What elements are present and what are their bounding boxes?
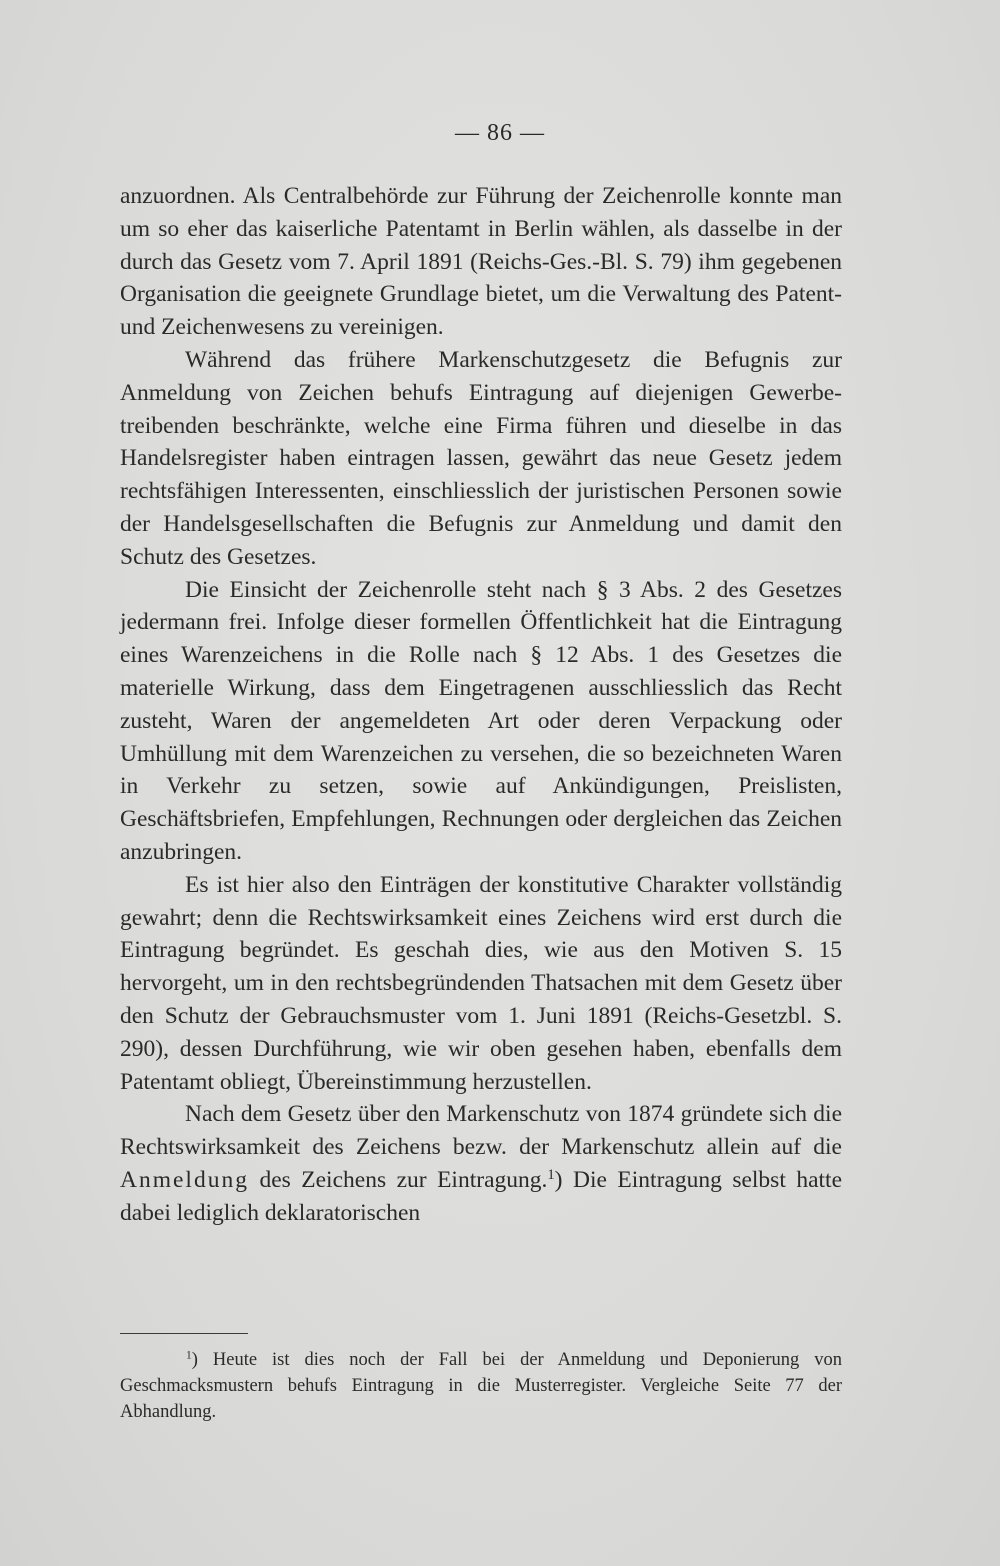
paragraph-5 [120, 1098, 842, 1229]
footnote-marker: 1 [186, 1349, 192, 1362]
footnote-text: Heute ist dies noch der Fall bei der Anmeldung und Deponierung von Geschmacksmustern behufs Eintragung in die Musterregister. Vergleiche Seite 77 der Abhandlung. [120, 1350, 842, 1422]
paragraph-5-text-middle: des Zeichens zur Eintragung. [248, 1166, 548, 1193]
body-text [120, 180, 842, 1230]
paragraph-5-text-end: ) Die Eintragung selbst hatte dabei lediglich deklaratorischen [120, 1166, 843, 1226]
page-number: — 86 — [455, 120, 545, 146]
footnote-marker-close: ) [191, 1350, 198, 1370]
footnote-1 [120, 1347, 842, 1425]
footnotes [120, 1347, 842, 1425]
footnote-reference: 1 [547, 1166, 555, 1183]
paragraph-3: Die Einsicht der Zeichenrolle steht nach § 3 Abs. 2 des Gesetzes jedermann frei. Infolge dieser formellen Öffentlichkeit hat die Eintragung eines Warenzeichens in die Rolle nach § 12 Abs. 1 des Gesetzes die materielle Wirkung, dass dem Eingetragenen ausschliesslich das Recht zusteht, Waren der angemeldeten Art oder deren Verpackung oder Umhüllung mit dem Warenzeichen zu versehen, die so bezeichneten Waren in Verkehr zu setzen, sowie auf Ankündigungen, Preislisten, Geschäftsbriefen, Empfehlungen, Rechnungen oder dergleichen das Zeichen anzubringen. [120, 576, 842, 865]
paragraph-5-text-start: Nach dem Gesetz über den Markenschutz von 1874 gründete sich die Rechtswirksamkeit des Zeichens bezw. der Markenschutz allein auf die [120, 1101, 842, 1161]
paragraph-4: Es ist hier also den Einträgen der konstitutive Charakter vollständig gewahrt; denn die Rechtswirksamkeit eines Zeichens wird erst durch die Eintragung begründet. Es geschah dies, wie aus den Motiven S. 15 hervorgeht, um in den rechtsbegründenden Thatsachen mit dem Gesetz über den Schutz der Gebrauchsmuster vom 1. Juni 1891 (Reichs-Gesetzbl. S. 290), dessen Durchführung, wie wir oben gesehen haben, ebenfalls dem Patentamt obliegt, Übereinstimmung herzustellen. [120, 871, 842, 1095]
footnote-divider [120, 1333, 248, 1334]
paragraph-2: Während das frühere Markenschutzgesetz die Befugnis zur Anmeldung von Zeichen behufs Eintragung auf diejenigen Gewerbetreibenden beschränkte, welche eine Firma führen und dieselbe in das Handelsregister haben eintragen lassen, gewährt das neue Gesetz jedem rechtsfähigen Interessenten, einschliesslich der juristischen Personen sowie der Handelsgesellschaften die Befugnis zur Anmeldung und damit den Schutz des Gesetzes. [120, 346, 842, 570]
emphasized-word: Anmeldung [120, 1166, 249, 1193]
paragraph-1: anzuordnen. Als Centralbehörde zur Führung der Zeichenrolle konnte man um so eher das kaiserliche Patentamt in Berlin wählen, als dasselbe in der durch das Gesetz vom 7. April 1891 (Reichs-Ges.-Bl. S. 79) ihm gegebenen Organisation die geeignete Grundlage bietet, um die Verwaltung des Patent- und Zeichenwesens zu vereinigen. [120, 183, 842, 341]
